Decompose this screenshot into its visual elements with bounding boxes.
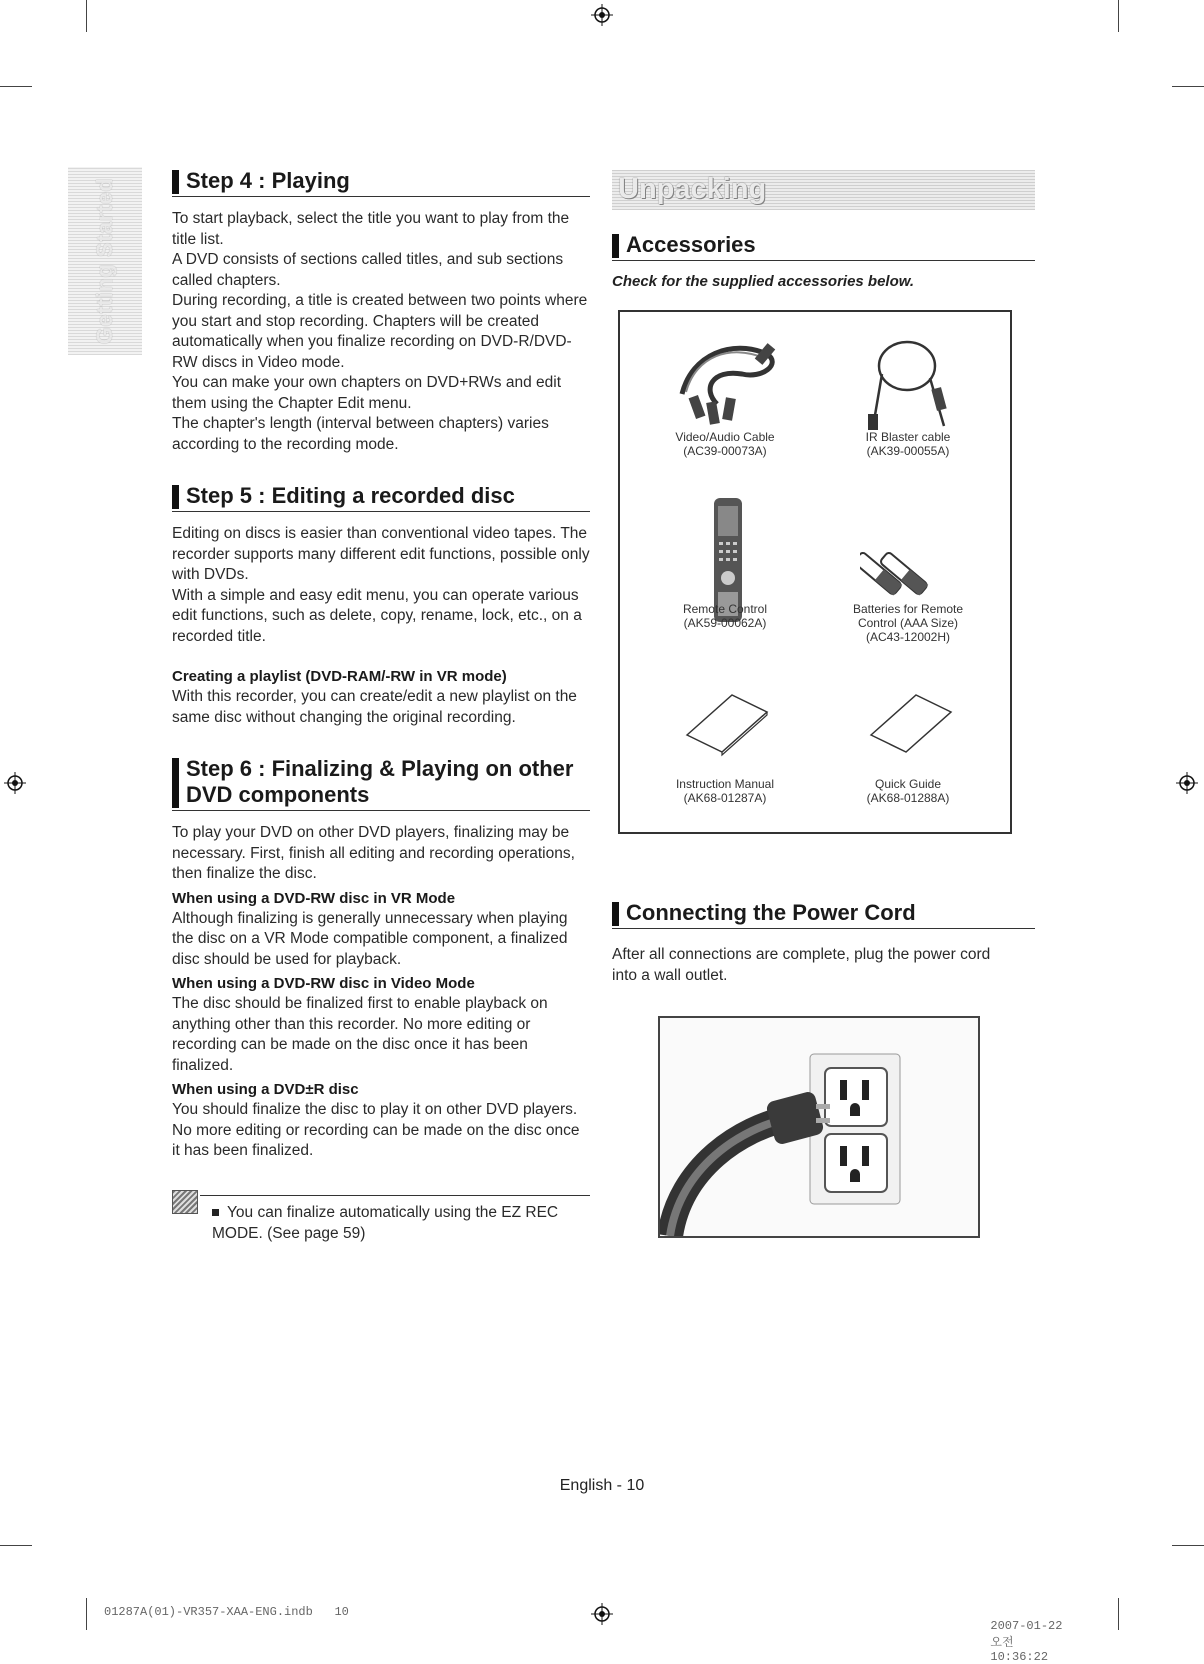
file-name: 01287A(01)-VR357-XAA-ENG.indb 10 (104, 1605, 349, 1619)
note-divider (200, 1195, 590, 1196)
registration-mark-icon (591, 1603, 613, 1625)
step5-heading: Step 5 : Editing a recorded disc (172, 483, 590, 512)
accessory-video-audio-cable (635, 430, 815, 458)
step4-body (172, 209, 590, 455)
paragraph: The chapter's length (interval between chapters) varies according to the recording mode. (172, 415, 549, 453)
accessory-remote-control (635, 602, 815, 630)
accessories-check-text: Check for the supplied accessories below. (612, 273, 915, 290)
accessory-name: Video/Audio Cable (675, 430, 775, 444)
right-column (612, 232, 1035, 290)
accessory-code: (AK39-00055A) (866, 444, 950, 458)
accessory-code: (AC43-12002H) (865, 630, 951, 644)
playlist-text: With this recorder, you can create/edit a new playlist on the same disc without changing the original recording. (172, 688, 577, 726)
video-mode-subheading: When using a DVD-RW disc in Video Mode (172, 975, 475, 992)
power-cord-illustration (658, 1016, 980, 1238)
dvdr-subheading: When using a DVD±R disc (172, 1081, 359, 1098)
crop-mark (1118, 0, 1119, 32)
step6-heading-line1: Step 6 : Finalizing & Playing on other (186, 756, 574, 781)
step5-body (172, 524, 590, 647)
crop-mark (0, 1545, 32, 1546)
timestamp-date: 2007-01-22 (990, 1619, 1063, 1633)
unpacking-title: Unpacking (618, 173, 767, 205)
video-mode-text: The disc should be finalized first to enable playback on anything other than this recorder. No more editing or recording can be made on the disc once it has been finalized. (172, 995, 548, 1074)
accessory-code: (AK68-01287A) (683, 791, 767, 805)
accessories-heading: Accessories (612, 232, 1035, 261)
paragraph: To start playback, select the title you want to play from the title list. (172, 210, 570, 248)
note-text: You can finalize automatically using the EZ REC MODE. (See page 59) (212, 1204, 559, 1242)
paragraph: With a simple and easy edit menu, you can operate various edit functions, such as delete, copy, rename, lock, etc., on a recorded title. (172, 586, 582, 645)
unpacking-band (612, 170, 1035, 210)
step6-heading-line2: DVD components (186, 782, 370, 807)
timestamp-time: 10:36:22 (990, 1650, 1049, 1664)
power-heading: Connecting the Power Cord (612, 900, 1035, 929)
vr-mode-subheading: When using a DVD-RW disc in VR Mode (172, 889, 456, 907)
step4-heading: Step 4 : Playing (172, 168, 590, 197)
quick-guide-image (866, 690, 956, 760)
accessory-ir-blaster-cable (818, 430, 998, 458)
crop-mark (86, 1598, 87, 1630)
paragraph: Editing on discs is easier than conventional video tapes. The recorder supports many different edit functions, possible only with DVDs. (172, 525, 590, 583)
registration-mark-icon (1176, 772, 1198, 794)
note-icon (172, 1190, 198, 1214)
crop-mark (1172, 86, 1204, 87)
accessory-batteries (838, 602, 978, 644)
power-section (612, 900, 1035, 986)
bullet-icon (212, 1209, 219, 1216)
paragraph: You can make your own chapters on DVD+RWs and edit them using the Chapter Edit menu. (172, 374, 562, 412)
registration-mark-icon (4, 772, 26, 794)
accessory-code: (AK68-01288A) (866, 791, 950, 805)
side-tab-label: Getting Started (92, 177, 117, 345)
power-text: After all connections are complete, plug the power cord into a wall outlet. (612, 946, 991, 984)
accessory-name: Remote Control (682, 602, 768, 616)
registration-mark-icon (591, 4, 613, 26)
ir-blaster-cable-image (852, 326, 962, 436)
paragraph: During recording, a title is created between two points where you start and stop recording. Chapters will be created automatically when you finalize recording on DVD-R/DVD-RW discs in Video mode. (172, 292, 588, 371)
accessory-name: IR Blaster cable (865, 430, 951, 444)
section-side-tab (68, 167, 142, 355)
timestamp (976, 1605, 1062, 1664)
paragraph: A DVD consists of sections called titles, and sub sections called chapters. (172, 251, 564, 289)
accessory-code: (AK59-00062A) (683, 616, 767, 630)
playlist-subheading: Creating a playlist (DVD-RAM/-RW in VR mode) (172, 668, 507, 685)
crop-mark (1118, 1598, 1119, 1630)
crop-mark (1172, 1545, 1204, 1546)
step6-heading (172, 756, 590, 811)
vr-mode-text: Although finalizing is generally unnecessary when playing the disc on a VR Mode compatible component, a finalized disc should be used for playback. (172, 909, 568, 968)
accessories-box (618, 310, 1012, 834)
instruction-manual-image (682, 690, 772, 760)
accessory-name: Batteries for Remote Control (AAA Size) (852, 602, 964, 630)
power-outlet-image (660, 1018, 978, 1236)
accessory-instruction-manual (635, 777, 815, 805)
page-number: English - 10 (559, 1477, 645, 1494)
accessory-quick-guide (818, 777, 998, 805)
left-column (172, 168, 590, 1162)
av-cable-image (672, 334, 782, 429)
crop-mark (0, 86, 32, 87)
accessory-code: (AC39-00073A) (683, 444, 767, 458)
step6-intro: To play your DVD on other DVD players, finalizing may be necessary. First, finish all editing and recording operations, then finalize the disc. (172, 824, 575, 882)
dvdr-text: You should finalize the disc to play it on other DVD players. No more editing or recording can be made on the disc once it has been finalized. (172, 1101, 580, 1159)
batteries-image (860, 534, 930, 609)
accessory-name: Instruction Manual (675, 777, 775, 791)
crop-mark (86, 0, 87, 32)
accessory-name: Quick Guide (874, 777, 942, 791)
note (212, 1203, 582, 1244)
timestamp-am: 오전 (990, 1635, 1014, 1649)
